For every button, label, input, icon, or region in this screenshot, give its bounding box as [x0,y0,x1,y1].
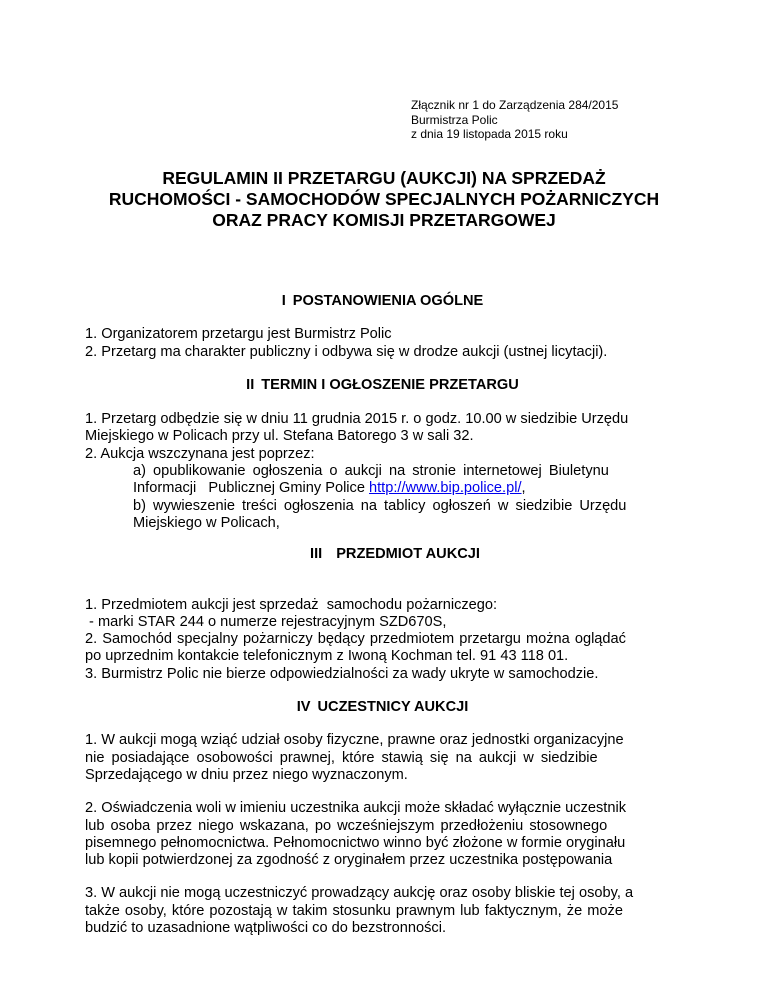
paragraph-line: 2. Samochód specjalny pożarniczy będący przedmiotem przetargu można oglądać [85,631,626,648]
paragraph-line: także osoby, które pozostają w takim stosunku prawnym lub faktycznym, że może [85,902,623,919]
paragraph-line: lub kopii potwierdzonej za zgodność z oryginałem przez uczestnika postępowania [85,852,613,869]
paragraph-line: Sprzedającego w dniu przez niego wyznaczonym. [85,766,408,783]
paragraph: 1. Organizatorem przetargu jest Burmistrz Polic [85,326,392,343]
paragraph-line: Miejskiego w Policach przy ul. Stefana Batorego 3 w sali 32. [85,428,474,445]
paragraph-line: budzić to uzasadnione wątpliwości co do bezstronności. [85,920,446,937]
title-line: REGULAMIN II PRZETARGU (AUKCJI) NA SPRZEDAŻ [162,168,606,188]
paragraph-line: 2. Aukcja wszczynana jest poprzez: [85,445,315,462]
attachment-note-line: z dnia 19 listopada 2015 roku [411,127,568,141]
bip-police-link[interactable]: http://www.bip.police.pl/ [369,480,522,497]
list-item-b-continued: Miejskiego w Policach, [133,514,280,531]
paragraph-line: 2. Oświadczenia woli w imieniu uczestnika aukcji może składać wyłącznie uczestnik [85,800,627,817]
list-item-a: a) opublikowanie ogłoszenia o aukcji na stronie internetowej Biuletynu [133,463,609,480]
section-title: PRZEDMIOT AUKCJI [336,546,480,563]
paragraph: 2. Przetarg ma charakter publiczny i odbywa się w drodze aukcji (ustnej licytacji). [85,343,608,360]
paragraph-line: po uprzednim kontakcie telefonicznym z Iwoną Kochman tel. 91 43 118 01. [85,648,569,665]
paragraph-line: 3. Burmistrz Polic nie bierze odpowiedzialności za wady ukryte w samochodzie. [85,665,599,682]
document-title [40,168,728,231]
list-item-a-continued [85,480,680,497]
title-line: ORAZ PRACY KOMISJI PRZETARGOWEJ [212,210,556,230]
section-title: POSTANOWIENIA OGÓLNE [292,293,484,309]
paragraph-line: 1. Przetarg odbędzie się w dniu 11 grudnia 2015 r. o godz. 10.00 w siedzibie Urzędu [85,411,629,428]
paragraph-line: 3. W aukcji nie mogą uczestniczyć prowadzący aukcję oraz osoby bliskie tej osoby, a [85,885,634,902]
section-heading-subject [85,546,680,563]
paragraph-line: lub osoba przez niego wskazana, po wcześniejszym przedłożeniu stosownego [85,817,608,834]
section-number: II [246,376,255,393]
paragraph-line: 1. Przedmiotem aukcji jest sprzedaż samochodu pożarniczego: [85,596,498,613]
section-number: III [310,546,323,563]
paragraph-line: nie posiadające osobowości prawnej, które stawią się na aukcji w siedzibie [85,749,598,766]
paragraph-line: - marki STAR 244 o numerze rejestracyjnym SZD670S, [85,613,447,630]
list-item-text: Informacji Publicznej Gminy Police [133,480,370,497]
list-item-text: , [521,480,526,497]
attachment-note-line: Burmistrza Polic [411,112,498,127]
section-number: I [281,293,286,309]
section-heading-participants [85,699,680,716]
paragraph-line: 1. W aukcji mogą wziąć udział osoby fizyczne, prawne oraz jednostki organizacyjne [85,732,624,749]
title-line: RUCHOMOŚCI - SAMOCHODÓW SPECJALNYCH POŻARNICZYCH [108,189,660,209]
document-body [85,293,680,937]
attachment-note-line: Złącznik nr 1 do Zarządzenia 284/2015 [411,98,619,112]
attachment-note [411,98,618,142]
section-title: TERMIN I OGŁOSZENIE PRZETARGU [261,376,519,393]
section-heading-date [85,377,680,394]
list-item-b: b) wywieszenie treści ogłoszenia na tablicy ogłoszeń w siedzibie Urzędu [133,497,627,514]
section-heading-general [85,293,680,310]
section-number: IV [296,699,311,716]
paragraph-line: pisemnego pełnomocnictwa. Pełnomocnictwo winno być złożone w formie oryginału [85,834,626,851]
section-title: UCZESTNICY AUKCJI [317,699,469,716]
